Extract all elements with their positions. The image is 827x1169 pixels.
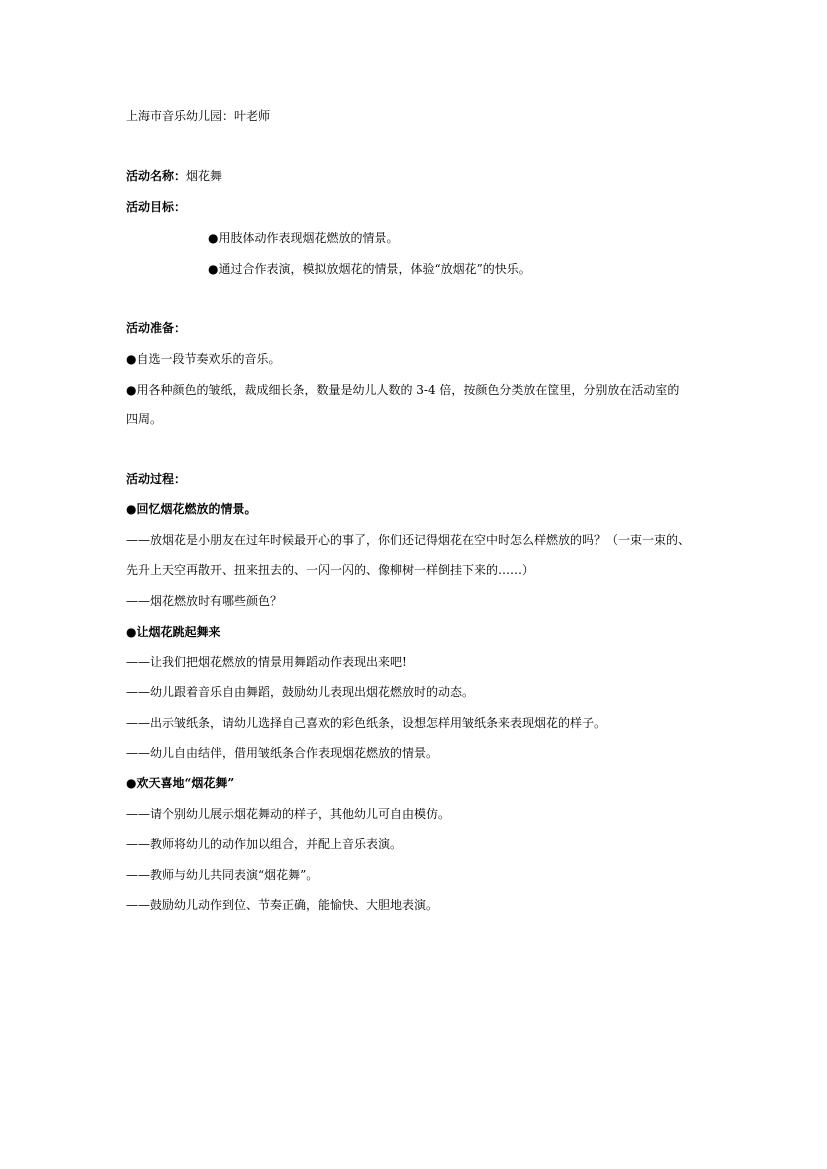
- activity-name-label: 活动名称：: [126, 169, 187, 183]
- process-line: ——烟花燃放时有哪些颜色？: [126, 594, 283, 608]
- section-title: ●让烟花跳起舞来: [126, 625, 221, 639]
- process-line: ——幼儿跟着音乐自由舞蹈，鼓励幼儿表现出烟花燃放时的动态。: [126, 685, 475, 699]
- process-line: ——幼儿自由结伴，借用皱纸条合作表现烟花燃放的情景。: [126, 746, 439, 760]
- section-title: ●回忆烟花燃放的情景。: [126, 502, 257, 516]
- goal-item: ●用肢体动作表现烟花燃放的情景。: [208, 231, 399, 245]
- process-line: ——出示皱纸条，请幼儿选择自己喜欢的彩色纸条，设想怎样用皱纸条来表现烟花的样子。: [126, 716, 607, 730]
- process-label: 活动过程：: [126, 472, 187, 486]
- section-title: ●欢天喜地“烟花舞”: [126, 776, 235, 790]
- prep-label: 活动准备：: [126, 321, 187, 335]
- activity-name-value: 烟花舞: [186, 169, 223, 183]
- process-line: ——放烟花是小朋友在过年时候最开心的事了，你们还记得烟花在空中时怎么样燃放的吗？（一束一束的、: [126, 533, 691, 547]
- process-line: ——教师将幼儿的动作加以组合，并配上音乐表演。: [126, 837, 403, 851]
- process-line: ——让我们把烟花燃放的情景用舞蹈动作表现出来吧!: [126, 655, 407, 669]
- author-line: 上海市音乐幼儿园：叶老师: [126, 109, 271, 123]
- process-line: ——教师与幼儿共同表演“烟花舞”。: [126, 868, 319, 882]
- goal-item: ●通过合作表演，模拟放烟花的情景，体验“放烟花”的快乐。: [208, 262, 531, 276]
- process-line: ——请个别幼儿展示烟花舞动的样子，其他幼儿可自由模仿。: [126, 807, 451, 821]
- prep-item: ●用各种颜色的皱纸，裁成细长条，数量是幼儿人数的 3-4 倍，按颜色分类放在筐里，分别放在活动室的: [126, 383, 680, 397]
- process-line: ——鼓励幼儿动作到位、节奏正确，能愉快、大胆地表演。: [126, 898, 439, 912]
- process-line: 先升上天空再散开、扭来扭去的、一闪一闪的、像柳树一样倒挂下来的……）: [126, 563, 535, 577]
- prep-item-continued: 四周。: [126, 412, 163, 426]
- activity-name: [126, 168, 222, 184]
- goals-label: 活动目标：: [126, 200, 187, 214]
- prep-item: ●自选一段节奏欢乐的音乐。: [126, 352, 281, 366]
